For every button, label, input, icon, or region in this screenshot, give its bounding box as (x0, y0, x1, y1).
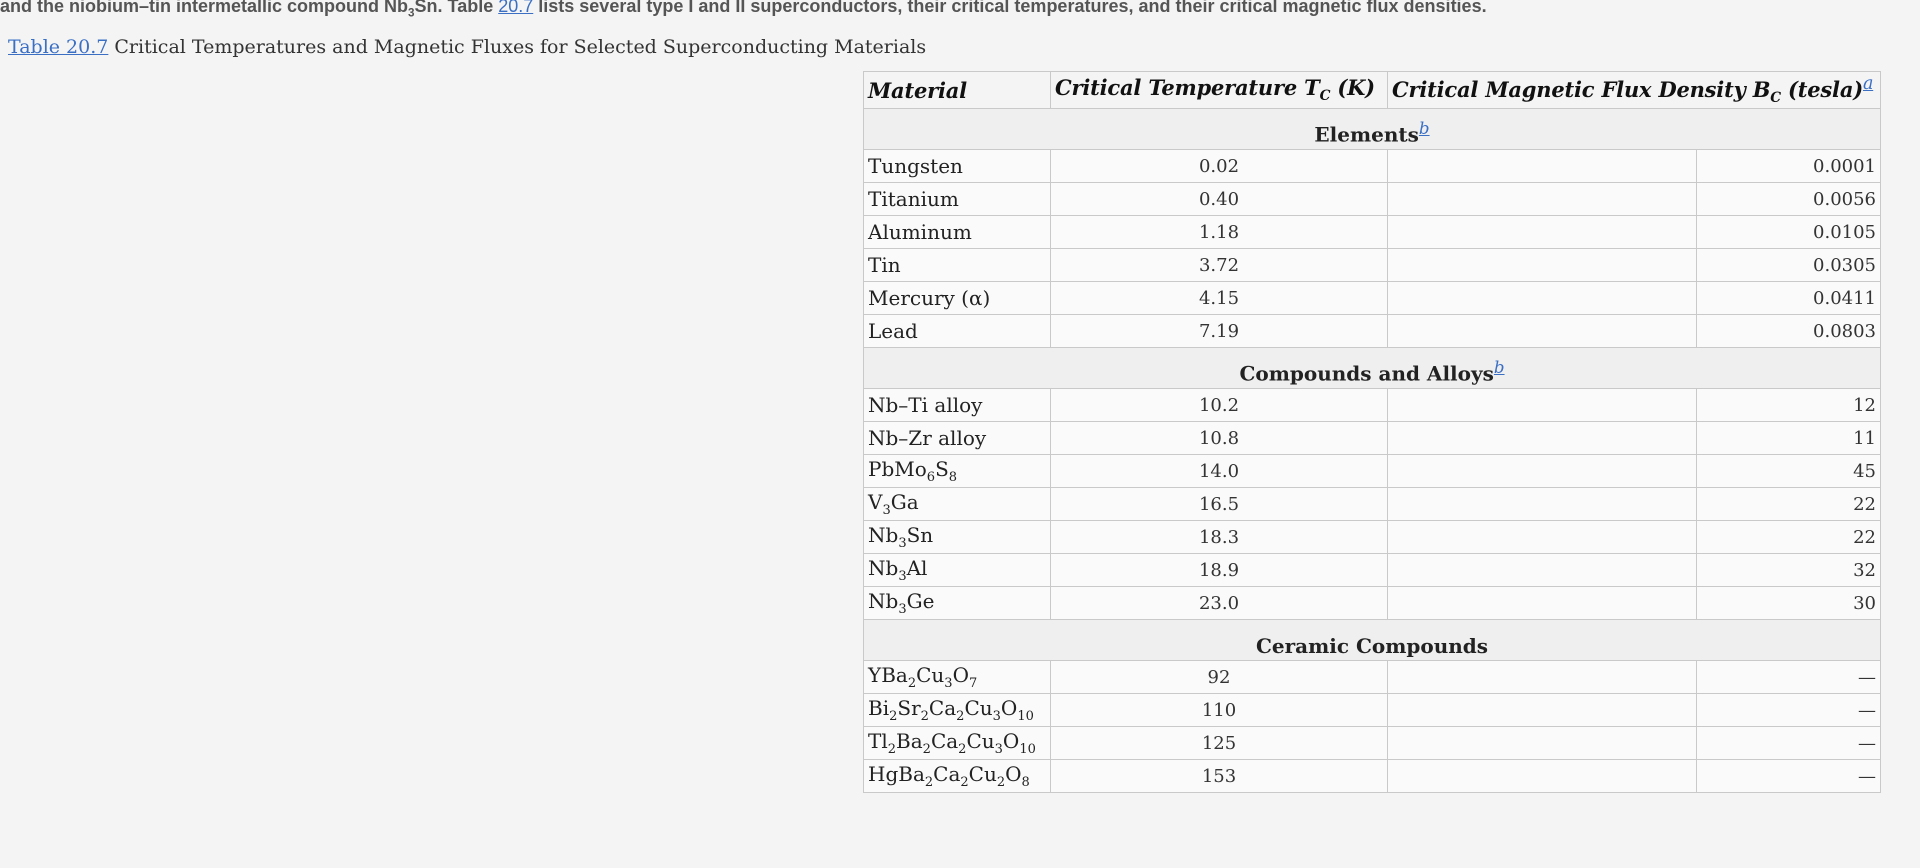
cell-critical-flux-density: 0.0056 (1697, 183, 1881, 216)
formula-text: Mercury (α) (868, 286, 991, 310)
header-critical-temperature (1051, 72, 1388, 109)
intro-text-prefix: and the niobium–tin intermetallic compound Nb (0, 0, 409, 16)
cell-critical-temperature: 23.0 (1051, 587, 1388, 620)
table-row (864, 282, 1881, 315)
cell-critical-temperature: 10.2 (1051, 389, 1388, 422)
formula-text: Cu (968, 762, 997, 786)
formula-subscript: 2 (889, 709, 898, 724)
section-title (864, 620, 1881, 661)
section-title-text: Ceramic Compounds (1255, 634, 1489, 658)
cell-material (864, 455, 1051, 488)
cell-critical-temperature: 18.9 (1051, 554, 1388, 587)
cell-spacer (1388, 521, 1697, 554)
cell-critical-flux-density: 22 (1697, 521, 1881, 554)
table-row (864, 587, 1881, 620)
table-body (864, 109, 1881, 793)
table-row (864, 150, 1881, 183)
formula-text: Aluminum (868, 220, 972, 244)
formula-text: O (1000, 696, 1018, 720)
cell-material (864, 554, 1051, 587)
formula-text: Lead (868, 319, 918, 343)
formula-text: Ba (896, 729, 923, 753)
formula-text: Cu (964, 696, 993, 720)
formula-text: Al (906, 556, 928, 580)
section-header-row (864, 109, 1881, 150)
cell-material (864, 183, 1051, 216)
cell-critical-flux-density: 12 (1697, 389, 1881, 422)
header-tc-subscript: C (1319, 88, 1331, 105)
cell-critical-flux-density: 0.0803 (1697, 315, 1881, 348)
intro-text-line (0, 0, 1920, 20)
table-row (864, 216, 1881, 249)
cell-material (864, 249, 1051, 282)
table-caption-link[interactable]: Table 20.7 (8, 36, 109, 58)
cell-critical-flux-density: 32 (1697, 554, 1881, 587)
table-row (864, 455, 1881, 488)
cell-critical-temperature: 3.72 (1051, 249, 1388, 282)
cell-spacer (1388, 488, 1697, 521)
cell-critical-flux-density: 22 (1697, 488, 1881, 521)
table-row (864, 389, 1881, 422)
cell-critical-flux-density: — (1697, 727, 1881, 760)
cell-material (864, 488, 1051, 521)
cell-spacer (1388, 587, 1697, 620)
header-material-label: Material (868, 77, 967, 103)
formula-subscript: 2 (924, 775, 934, 790)
footnote-a-link[interactable]: a (1862, 73, 1874, 94)
formula-text: Cu (916, 663, 945, 687)
cell-spacer (1388, 661, 1697, 694)
section-title (864, 348, 1881, 389)
cell-spacer (1388, 694, 1697, 727)
cell-spacer (1388, 455, 1697, 488)
table-row (864, 183, 1881, 216)
cell-spacer (1388, 183, 1697, 216)
table-row (864, 422, 1881, 455)
header-critical-flux-density (1388, 72, 1881, 109)
table-caption-text: Critical Temperatures and Magnetic Fluxes for Selected Superconducting Materials (108, 36, 927, 58)
cell-critical-temperature: 92 (1051, 661, 1388, 694)
formula-subscript: 8 (948, 470, 958, 485)
cell-critical-flux-density: 0.0305 (1697, 249, 1881, 282)
intro-text-middle: Sn. Table (414, 0, 499, 16)
formula-subscript: 3 (898, 536, 907, 551)
cell-critical-flux-density: 0.0105 (1697, 216, 1881, 249)
formula-subscript: 8 (1021, 775, 1030, 790)
section-title-text: Compounds and Alloys (1239, 362, 1494, 386)
header-tc-label: Critical Temperature T (1055, 75, 1320, 101)
formula-subscript: 3 (992, 709, 1001, 724)
footnote-b-link[interactable]: b (1493, 358, 1505, 378)
table-row (864, 694, 1881, 727)
cell-critical-flux-density: 0.0411 (1697, 282, 1881, 315)
cell-spacer (1388, 216, 1697, 249)
formula-text: Ca (930, 729, 959, 753)
section-title-text: Elements (1314, 123, 1419, 147)
cell-spacer (1388, 389, 1697, 422)
formula-subscript: 3 (994, 742, 1003, 757)
formula-text: O (1005, 762, 1022, 786)
formula-text: Sn (906, 523, 934, 547)
cell-critical-flux-density: 30 (1697, 587, 1881, 620)
formula-subscript: 2 (907, 676, 917, 691)
table-row (864, 661, 1881, 694)
formula-text: O (952, 663, 969, 687)
header-bc-unit: (tesla) (1780, 76, 1863, 102)
header-bc-label: Critical Magnetic Flux Density B (1392, 76, 1771, 102)
cell-material (864, 422, 1051, 455)
formula-text: Tungsten (868, 154, 963, 178)
cell-spacer (1388, 422, 1697, 455)
cell-material (864, 389, 1051, 422)
cell-critical-temperature: 0.40 (1051, 183, 1388, 216)
section-header-row (864, 348, 1881, 389)
table-row (864, 760, 1881, 793)
table-row (864, 488, 1881, 521)
cell-critical-temperature: 1.18 (1051, 216, 1388, 249)
cell-critical-temperature: 10.8 (1051, 422, 1388, 455)
formula-text: Nb–Zr alloy (868, 426, 987, 450)
formula-text: O (1002, 729, 1020, 753)
formula-text: Ca (928, 696, 957, 720)
cell-critical-temperature: 125 (1051, 727, 1388, 760)
formula-subscript: 3 (944, 676, 953, 691)
cell-spacer (1388, 727, 1697, 760)
formula-subscript: 2 (958, 742, 967, 757)
intro-text-suffix: lists several type I and II superconductors, their critical temperatures, and their critical magnetic flux densities. (533, 0, 1487, 16)
cell-critical-flux-density: 45 (1697, 455, 1881, 488)
cell-critical-temperature: 16.5 (1051, 488, 1388, 521)
formula-subscript: 3 (898, 602, 907, 617)
table-row (864, 315, 1881, 348)
formula-text: Ga (890, 490, 919, 514)
cell-critical-temperature: 7.19 (1051, 315, 1388, 348)
cell-critical-temperature: 18.3 (1051, 521, 1388, 554)
formula-subscript: 3 (882, 503, 891, 518)
cell-material (864, 282, 1051, 315)
formula-text: Ca (933, 762, 961, 786)
header-material (864, 72, 1051, 109)
formula-subscript: 7 (968, 676, 978, 691)
cell-material (864, 315, 1051, 348)
cell-critical-temperature: 153 (1051, 760, 1388, 793)
cell-material (864, 587, 1051, 620)
cell-critical-temperature: 14.0 (1051, 455, 1388, 488)
cell-critical-temperature: 4.15 (1051, 282, 1388, 315)
cell-spacer (1388, 282, 1697, 315)
formula-text: Nb (868, 556, 899, 580)
formula-text: Ge (906, 589, 935, 613)
formula-text: S (935, 457, 949, 481)
cell-spacer (1388, 249, 1697, 282)
cell-material (864, 760, 1051, 793)
cell-critical-flux-density: — (1697, 694, 1881, 727)
formula-text: Nb–Ti alloy (868, 393, 983, 417)
formula-subscript: 2 (922, 742, 931, 757)
section-header-row (864, 620, 1881, 661)
cell-critical-flux-density: 0.0001 (1697, 150, 1881, 183)
cell-spacer (1388, 150, 1697, 183)
formula-text: Bi (868, 696, 890, 720)
table-reference-link[interactable]: 20.7 (498, 0, 534, 16)
formula-text: PbMo (868, 457, 927, 481)
formula-text: V (868, 490, 883, 514)
cell-material (864, 727, 1051, 760)
table-row (864, 727, 1881, 760)
cell-material (864, 216, 1051, 249)
formula-text: Cu (966, 729, 995, 753)
formula-text: Tl (868, 729, 888, 753)
formula-subscript: 10 (1019, 742, 1036, 757)
formula-subscript: 3 (898, 569, 907, 584)
table-row (864, 554, 1881, 587)
cell-spacer (1388, 760, 1697, 793)
cell-spacer (1388, 315, 1697, 348)
formula-text: Nb (868, 589, 899, 613)
cell-material (864, 150, 1051, 183)
header-tc-unit: (K) (1330, 75, 1375, 101)
formula-subscript: 10 (1017, 709, 1034, 724)
formula-subscript: 2 (956, 709, 965, 724)
formula-subscript: 2 (960, 775, 969, 790)
table-caption (8, 36, 926, 58)
table-header-row (864, 72, 1881, 109)
formula-text: HgBa (868, 762, 925, 786)
formula-text: YBa (868, 663, 908, 687)
formula-subscript: 2 (887, 742, 897, 757)
table-row (864, 521, 1881, 554)
header-bc-subscript: C (1770, 90, 1781, 107)
cell-critical-temperature: 110 (1051, 694, 1388, 727)
cell-spacer (1388, 554, 1697, 587)
cell-critical-temperature: 0.02 (1051, 150, 1388, 183)
formula-text: Nb (868, 523, 899, 547)
intro-text-subscript: 3 (408, 6, 415, 20)
formula-subscript: 6 (926, 470, 936, 485)
cell-material (864, 521, 1051, 554)
cell-material (864, 661, 1051, 694)
formula-text: Sr (897, 696, 921, 720)
cell-critical-flux-density: 11 (1697, 422, 1881, 455)
table-row (864, 249, 1881, 282)
formula-subscript: 2 (996, 775, 1006, 790)
formula-text: Titanium (868, 187, 959, 211)
footnote-b-link[interactable]: b (1418, 119, 1430, 139)
formula-text: Tin (868, 253, 901, 277)
cell-critical-flux-density: — (1697, 661, 1881, 694)
cell-material (864, 694, 1051, 727)
formula-subscript: 2 (920, 709, 929, 724)
section-title (864, 109, 1881, 150)
cell-critical-flux-density: — (1697, 760, 1881, 793)
superconductor-table (863, 71, 1881, 793)
